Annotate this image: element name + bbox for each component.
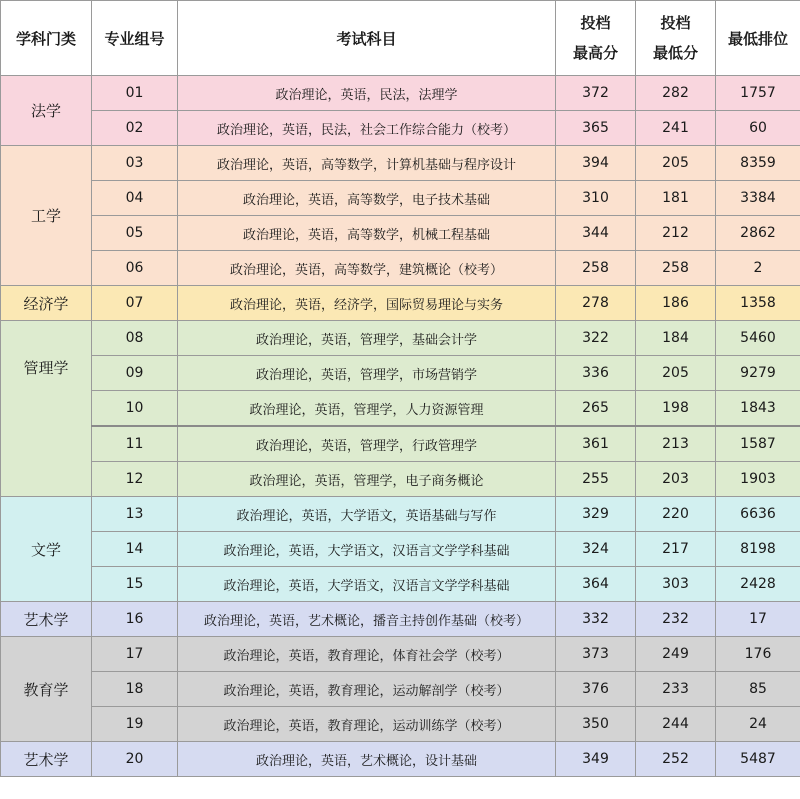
max-score-cell: 350 [556, 707, 636, 742]
category-cell-engineering: 工学 [1, 146, 92, 286]
table-row [1, 532, 800, 567]
table-row [1, 111, 800, 146]
group-cell: 04 [92, 181, 178, 216]
subjects-cell: 政治理论，英语，教育理论，运动解剖学（校考） [178, 672, 556, 707]
max-score-cell: 349 [556, 742, 636, 777]
min-score-cell: 205 [636, 146, 716, 181]
group-cell: 16 [92, 602, 178, 637]
max-score-cell: 258 [556, 251, 636, 286]
table-row [1, 216, 800, 251]
min-rank-cell: 85 [716, 672, 800, 707]
min-score-cell: 220 [636, 497, 716, 532]
min-score-cell: 186 [636, 286, 716, 321]
min-score-cell: 249 [636, 637, 716, 672]
table-row [1, 602, 800, 637]
min-score-cell: 252 [636, 742, 716, 777]
min-rank-cell: 3384 [716, 181, 800, 216]
min-rank-cell: 8198 [716, 532, 800, 567]
group-cell: 05 [92, 216, 178, 251]
min-rank-cell: 17 [716, 602, 800, 637]
max-score-cell: 329 [556, 497, 636, 532]
min-rank-cell: 2428 [716, 567, 800, 602]
min-rank-cell: 1903 [716, 462, 800, 497]
category-cell-law: 法学 [1, 76, 92, 146]
table-row [1, 742, 800, 777]
table-row [1, 286, 800, 321]
group-cell: 09 [92, 356, 178, 391]
group-cell: 18 [92, 672, 178, 707]
max-score-cell: 324 [556, 532, 636, 567]
min-rank-cell: 2862 [716, 216, 800, 251]
subjects-cell: 政治理论，英语，民法，法理学 [178, 76, 556, 111]
max-score-cell: 365 [556, 111, 636, 146]
min-rank-cell: 60 [716, 111, 800, 146]
min-score-cell: 303 [636, 567, 716, 602]
header-max-score [556, 1, 636, 76]
max-score-cell: 278 [556, 286, 636, 321]
subjects-cell: 政治理论，英语，高等数学，电子技术基础 [178, 181, 556, 216]
max-score-cell: 310 [556, 181, 636, 216]
subjects-cell: 政治理论，英语，教育理论，运动训练学（校考） [178, 707, 556, 742]
min-rank-cell: 5487 [716, 742, 800, 777]
table-row [1, 321, 800, 356]
max-score-cell: 336 [556, 356, 636, 391]
min-rank-cell: 2 [716, 251, 800, 286]
table-row [1, 76, 800, 111]
group-cell: 12 [92, 462, 178, 497]
min-score-cell: 203 [636, 462, 716, 497]
subjects-cell: 政治理论，英语，高等数学，建筑概论（校考） [178, 251, 556, 286]
header-min-score [636, 1, 716, 76]
min-score-cell: 205 [636, 356, 716, 391]
max-score-cell: 322 [556, 321, 636, 356]
group-cell: 01 [92, 76, 178, 111]
header-min-rank: 最低排位 [716, 1, 800, 76]
min-score-cell: 244 [636, 707, 716, 742]
min-rank-cell: 1358 [716, 286, 800, 321]
category-cell-arts: 艺术学 [1, 602, 92, 637]
min-rank-cell: 24 [716, 707, 800, 742]
max-score-cell: 373 [556, 637, 636, 672]
min-score-cell: 241 [636, 111, 716, 146]
subjects-cell: 政治理论，英语，管理学，行政管理学 [178, 426, 556, 462]
subjects-cell: 政治理论，英语，民法，社会工作综合能力（校考） [178, 111, 556, 146]
max-score-cell: 394 [556, 146, 636, 181]
group-cell: 06 [92, 251, 178, 286]
header-max-line2: 最高分 [572, 44, 618, 62]
category-cell-literature: 文学 [1, 497, 92, 602]
subjects-cell: 政治理论，英语，管理学，基础会计学 [178, 321, 556, 356]
group-cell: 20 [92, 742, 178, 777]
max-score-cell: 332 [556, 602, 636, 637]
max-score-cell: 376 [556, 672, 636, 707]
header-row [1, 1, 800, 76]
subjects-cell: 政治理论，英语，教育理论，体育社会学（校考） [178, 637, 556, 672]
min-score-cell: 282 [636, 76, 716, 111]
category-cell-arts-2: 艺术学 [1, 742, 92, 777]
subjects-cell: 政治理论，英语，艺术概论，设计基础 [178, 742, 556, 777]
subjects-cell: 政治理论，英语，大学语文，汉语言文学学科基础 [178, 532, 556, 567]
category-cell-management [1, 321, 92, 497]
group-cell: 10 [92, 391, 178, 427]
table-row [1, 497, 800, 532]
min-score-cell: 198 [636, 391, 716, 427]
min-rank-cell: 1843 [716, 391, 800, 427]
min-rank-cell: 1757 [716, 76, 800, 111]
table-row [1, 567, 800, 602]
subjects-cell: 政治理论，英语，艺术概论，播音主持创作基础（校考） [178, 602, 556, 637]
subjects-cell: 政治理论，英语，管理学，市场营销学 [178, 356, 556, 391]
table-row [1, 426, 800, 462]
group-cell: 14 [92, 532, 178, 567]
table-row [1, 146, 800, 181]
table-row [1, 707, 800, 742]
min-score-cell: 181 [636, 181, 716, 216]
table-row [1, 251, 800, 286]
max-score-cell: 265 [556, 391, 636, 427]
category-cell-economics: 经济学 [1, 286, 92, 321]
table-row [1, 391, 800, 427]
group-cell: 02 [92, 111, 178, 146]
subjects-cell: 政治理论，英语，高等数学，计算机基础与程序设计 [178, 146, 556, 181]
group-cell: 03 [92, 146, 178, 181]
subjects-cell: 政治理论，英语，管理学，电子商务概论 [178, 462, 556, 497]
group-cell: 19 [92, 707, 178, 742]
min-rank-cell: 5460 [716, 321, 800, 356]
min-rank-cell: 9279 [716, 356, 800, 391]
group-cell: 15 [92, 567, 178, 602]
header-max-line1: 投档 [580, 14, 611, 32]
subjects-cell: 政治理论，英语，高等数学，机械工程基础 [178, 216, 556, 251]
table-row [1, 462, 800, 497]
max-score-cell: 361 [556, 426, 636, 462]
header-subjects: 考试科目 [178, 1, 556, 76]
min-score-cell: 258 [636, 251, 716, 286]
subjects-cell: 政治理论，英语，管理学，人力资源管理 [178, 391, 556, 427]
min-score-cell: 233 [636, 672, 716, 707]
group-cell: 08 [92, 321, 178, 356]
table-row [1, 181, 800, 216]
group-cell: 07 [92, 286, 178, 321]
min-score-cell: 184 [636, 321, 716, 356]
max-score-cell: 344 [556, 216, 636, 251]
min-rank-cell: 1587 [716, 426, 800, 462]
category-cell-education: 教育学 [1, 637, 92, 742]
header-group: 专业组号 [92, 1, 178, 76]
subjects-cell: 政治理论，英语，大学语文，汉语言文学学科基础 [178, 567, 556, 602]
table-row [1, 637, 800, 672]
min-score-cell: 212 [636, 216, 716, 251]
max-score-cell: 372 [556, 76, 636, 111]
group-cell: 17 [92, 637, 178, 672]
group-cell: 13 [92, 497, 178, 532]
min-rank-cell: 176 [716, 637, 800, 672]
header-min-line2: 最低分 [652, 44, 698, 62]
max-score-cell: 364 [556, 567, 636, 602]
min-score-cell: 217 [636, 532, 716, 567]
min-score-cell: 213 [636, 426, 716, 462]
table-row [1, 672, 800, 707]
min-rank-cell: 6636 [716, 497, 800, 532]
min-rank-cell: 8359 [716, 146, 800, 181]
subjects-cell: 政治理论，英语，经济学，国际贸易理论与实务 [178, 286, 556, 321]
min-score-cell: 232 [636, 602, 716, 637]
category-label-management: 管理学 [23, 359, 69, 377]
subjects-cell: 政治理论，英语，大学语文，英语基础与写作 [178, 497, 556, 532]
max-score-cell: 255 [556, 462, 636, 497]
table-row [1, 356, 800, 391]
header-category: 学科门类 [1, 1, 92, 76]
header-min-line1: 投档 [660, 14, 691, 32]
group-cell: 11 [92, 426, 178, 462]
